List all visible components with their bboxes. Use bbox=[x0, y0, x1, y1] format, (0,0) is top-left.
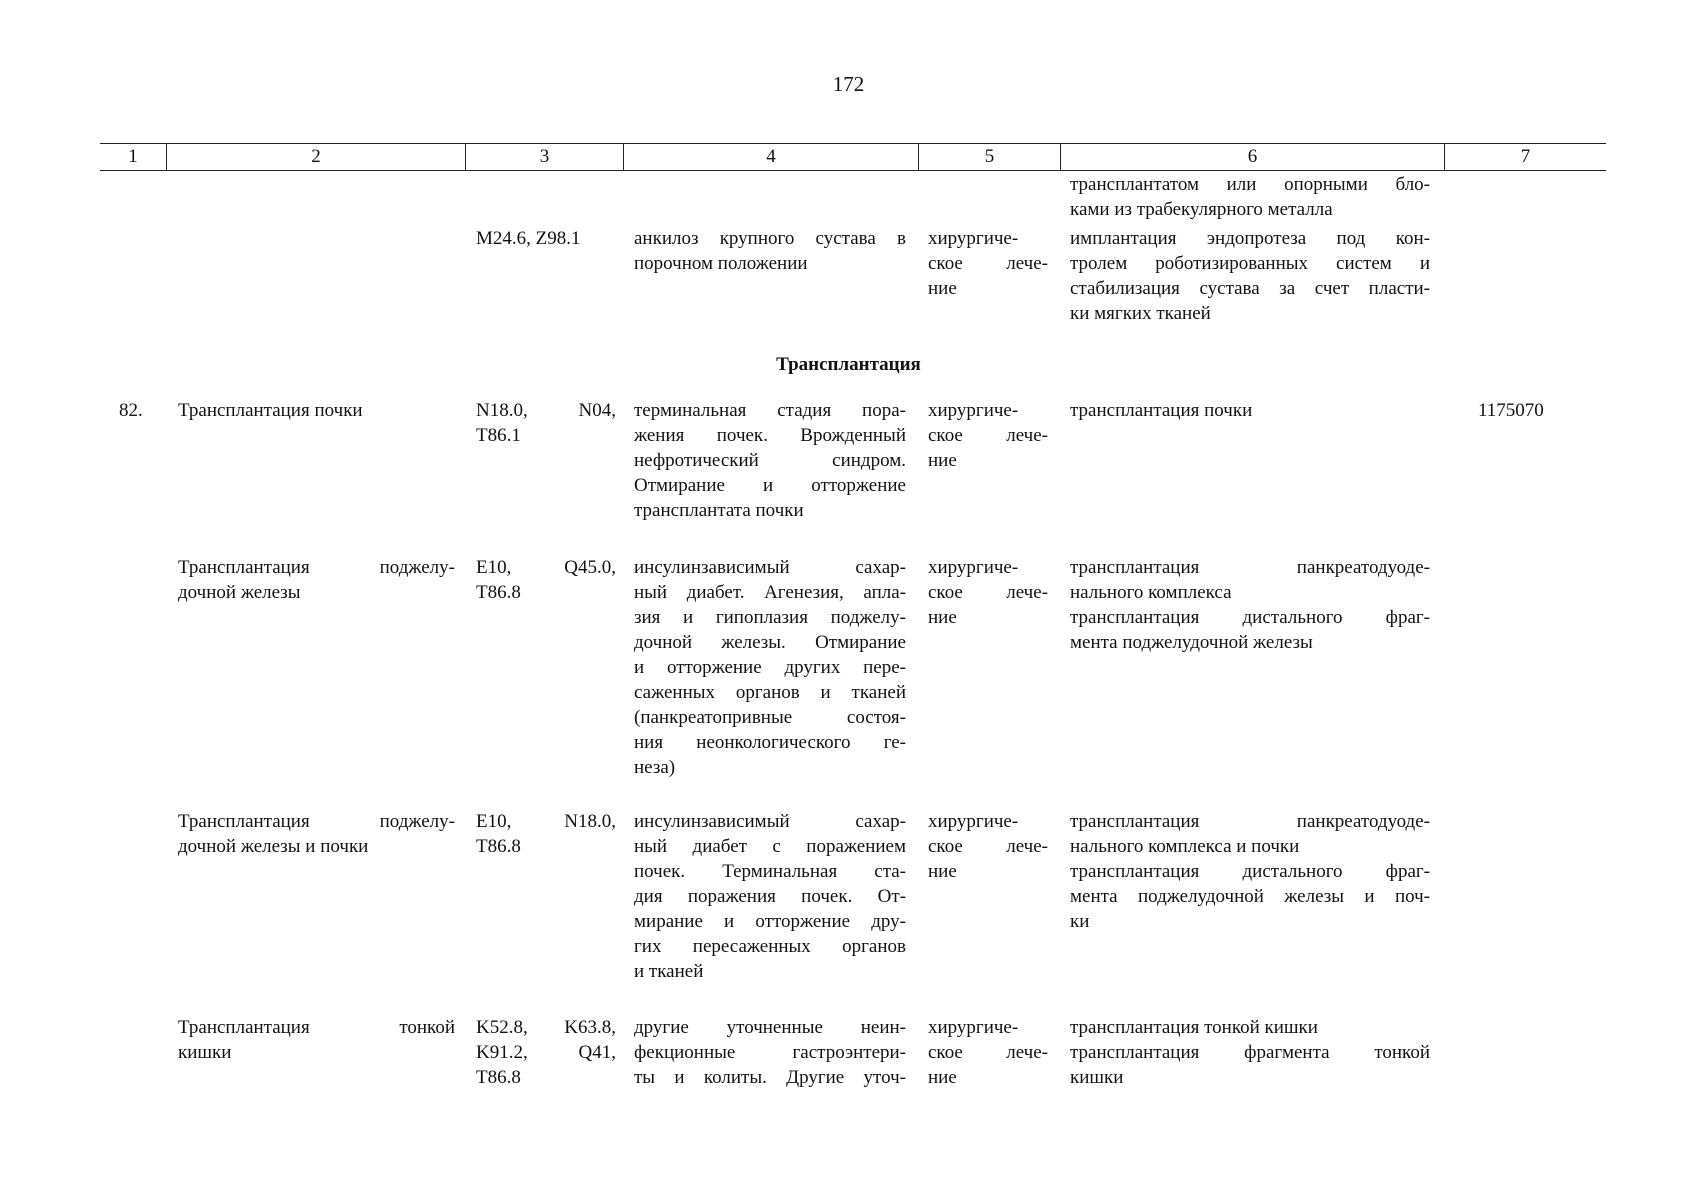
header-col-1: 1 bbox=[128, 146, 138, 167]
row-4-method: трансплантация тонкой кишки трансплантация фрагмента тонкой кишки bbox=[1070, 1017, 1430, 1088]
continuation-col6-top: трансплантатом или опорными бло- ками из трабекулярного металла bbox=[1070, 174, 1430, 220]
row-1-treatment-type: хирургиче- ское лече- ние bbox=[928, 400, 1048, 471]
row-3-diagnosis: инсулинзависимый сахар- ный диабет с поражением почек. Терминальная ста- дия поражения почек. От- мирание и отторжение дру- гих пересаженных органов и тканей bbox=[634, 811, 906, 982]
row-2-name: Трансплантация поджелу- дочной железы bbox=[178, 557, 455, 603]
continuation-diagnosis: анкилоз крупного сустава в порочном положении bbox=[634, 228, 906, 274]
row-1-icd-codes: N18.0, N04, T86.1 bbox=[476, 400, 616, 446]
row-3-method: трансплантация панкреатодуоде- нального комплекса и почки трансплантация дистального фраг- мента поджелудочной железы и поч- ки bbox=[1070, 811, 1430, 932]
continuation-icd-codes: M24.6, Z98.1 bbox=[476, 228, 581, 249]
row-2-treatment-type: хирургиче- ское лече- ние bbox=[928, 557, 1048, 628]
table-header-row bbox=[100, 143, 1606, 171]
header-col-7: 7 bbox=[1444, 144, 1606, 170]
row-4-treatment-type: хирургиче- ское лече- ние bbox=[928, 1017, 1048, 1088]
section-title: Трансплантация bbox=[776, 354, 921, 375]
row-3-icd-codes: E10, N18.0, T86.8 bbox=[476, 811, 616, 857]
page-number: 172 bbox=[832, 72, 865, 96]
header-col-3: 3 bbox=[465, 144, 623, 170]
row-1-method: трансплантация почки bbox=[1070, 400, 1253, 421]
continuation-treatment-type: хирургиче- ское лече- ние bbox=[928, 228, 1048, 299]
header-col-6: 6 bbox=[1060, 144, 1444, 170]
row-1-cost: 1175070 bbox=[1478, 400, 1544, 421]
row-3-name: Трансплантация поджелу- дочной железы и почки bbox=[178, 811, 455, 857]
row-3-treatment-type: хирургиче- ское лече- ние bbox=[928, 811, 1048, 882]
row-2-diagnosis: инсулинзависимый сахар- ный диабет. Агенезия, апла- зия и гипоплазия поджелу- дочной железы. Отмирание и отторжение других пере- саженных органов и тканей (панкреатопривные состоя- ния неонкологического ге- неза) bbox=[634, 557, 906, 778]
row-1-name: Трансплантация почки bbox=[178, 400, 363, 421]
row-4-name: Трансплантация тонкой кишки bbox=[178, 1017, 455, 1063]
row-4-icd-codes: K52.8, K63.8, K91.2, Q41, T86.8 bbox=[476, 1017, 616, 1088]
header-col-4: 4 bbox=[623, 144, 918, 170]
row-2-method: трансплантация панкреатодуоде- нального комплекса трансплантация дистального фраг- мента поджелудочной железы bbox=[1070, 557, 1430, 653]
continuation-method: имплантация эндопротеза под кон- тролем роботизированных систем и стабилизация сустава за счет пласти- ки мягких тканей bbox=[1070, 228, 1430, 324]
row-number: 82. bbox=[119, 400, 143, 421]
header-col-5: 5 bbox=[918, 144, 1060, 170]
row-2-icd-codes: E10, Q45.0, T86.8 bbox=[476, 557, 616, 603]
row-4-diagnosis: другие уточненные неин- фекционные гастроэнтери- ты и колиты. Другие уточ- bbox=[634, 1017, 906, 1088]
row-1-diagnosis: терминальная стадия пора- жения почек. Врожденный нефротический синдром. Отмирание и отторжение трансплантата почки bbox=[634, 400, 906, 521]
header-col-2: 2 bbox=[166, 144, 465, 170]
